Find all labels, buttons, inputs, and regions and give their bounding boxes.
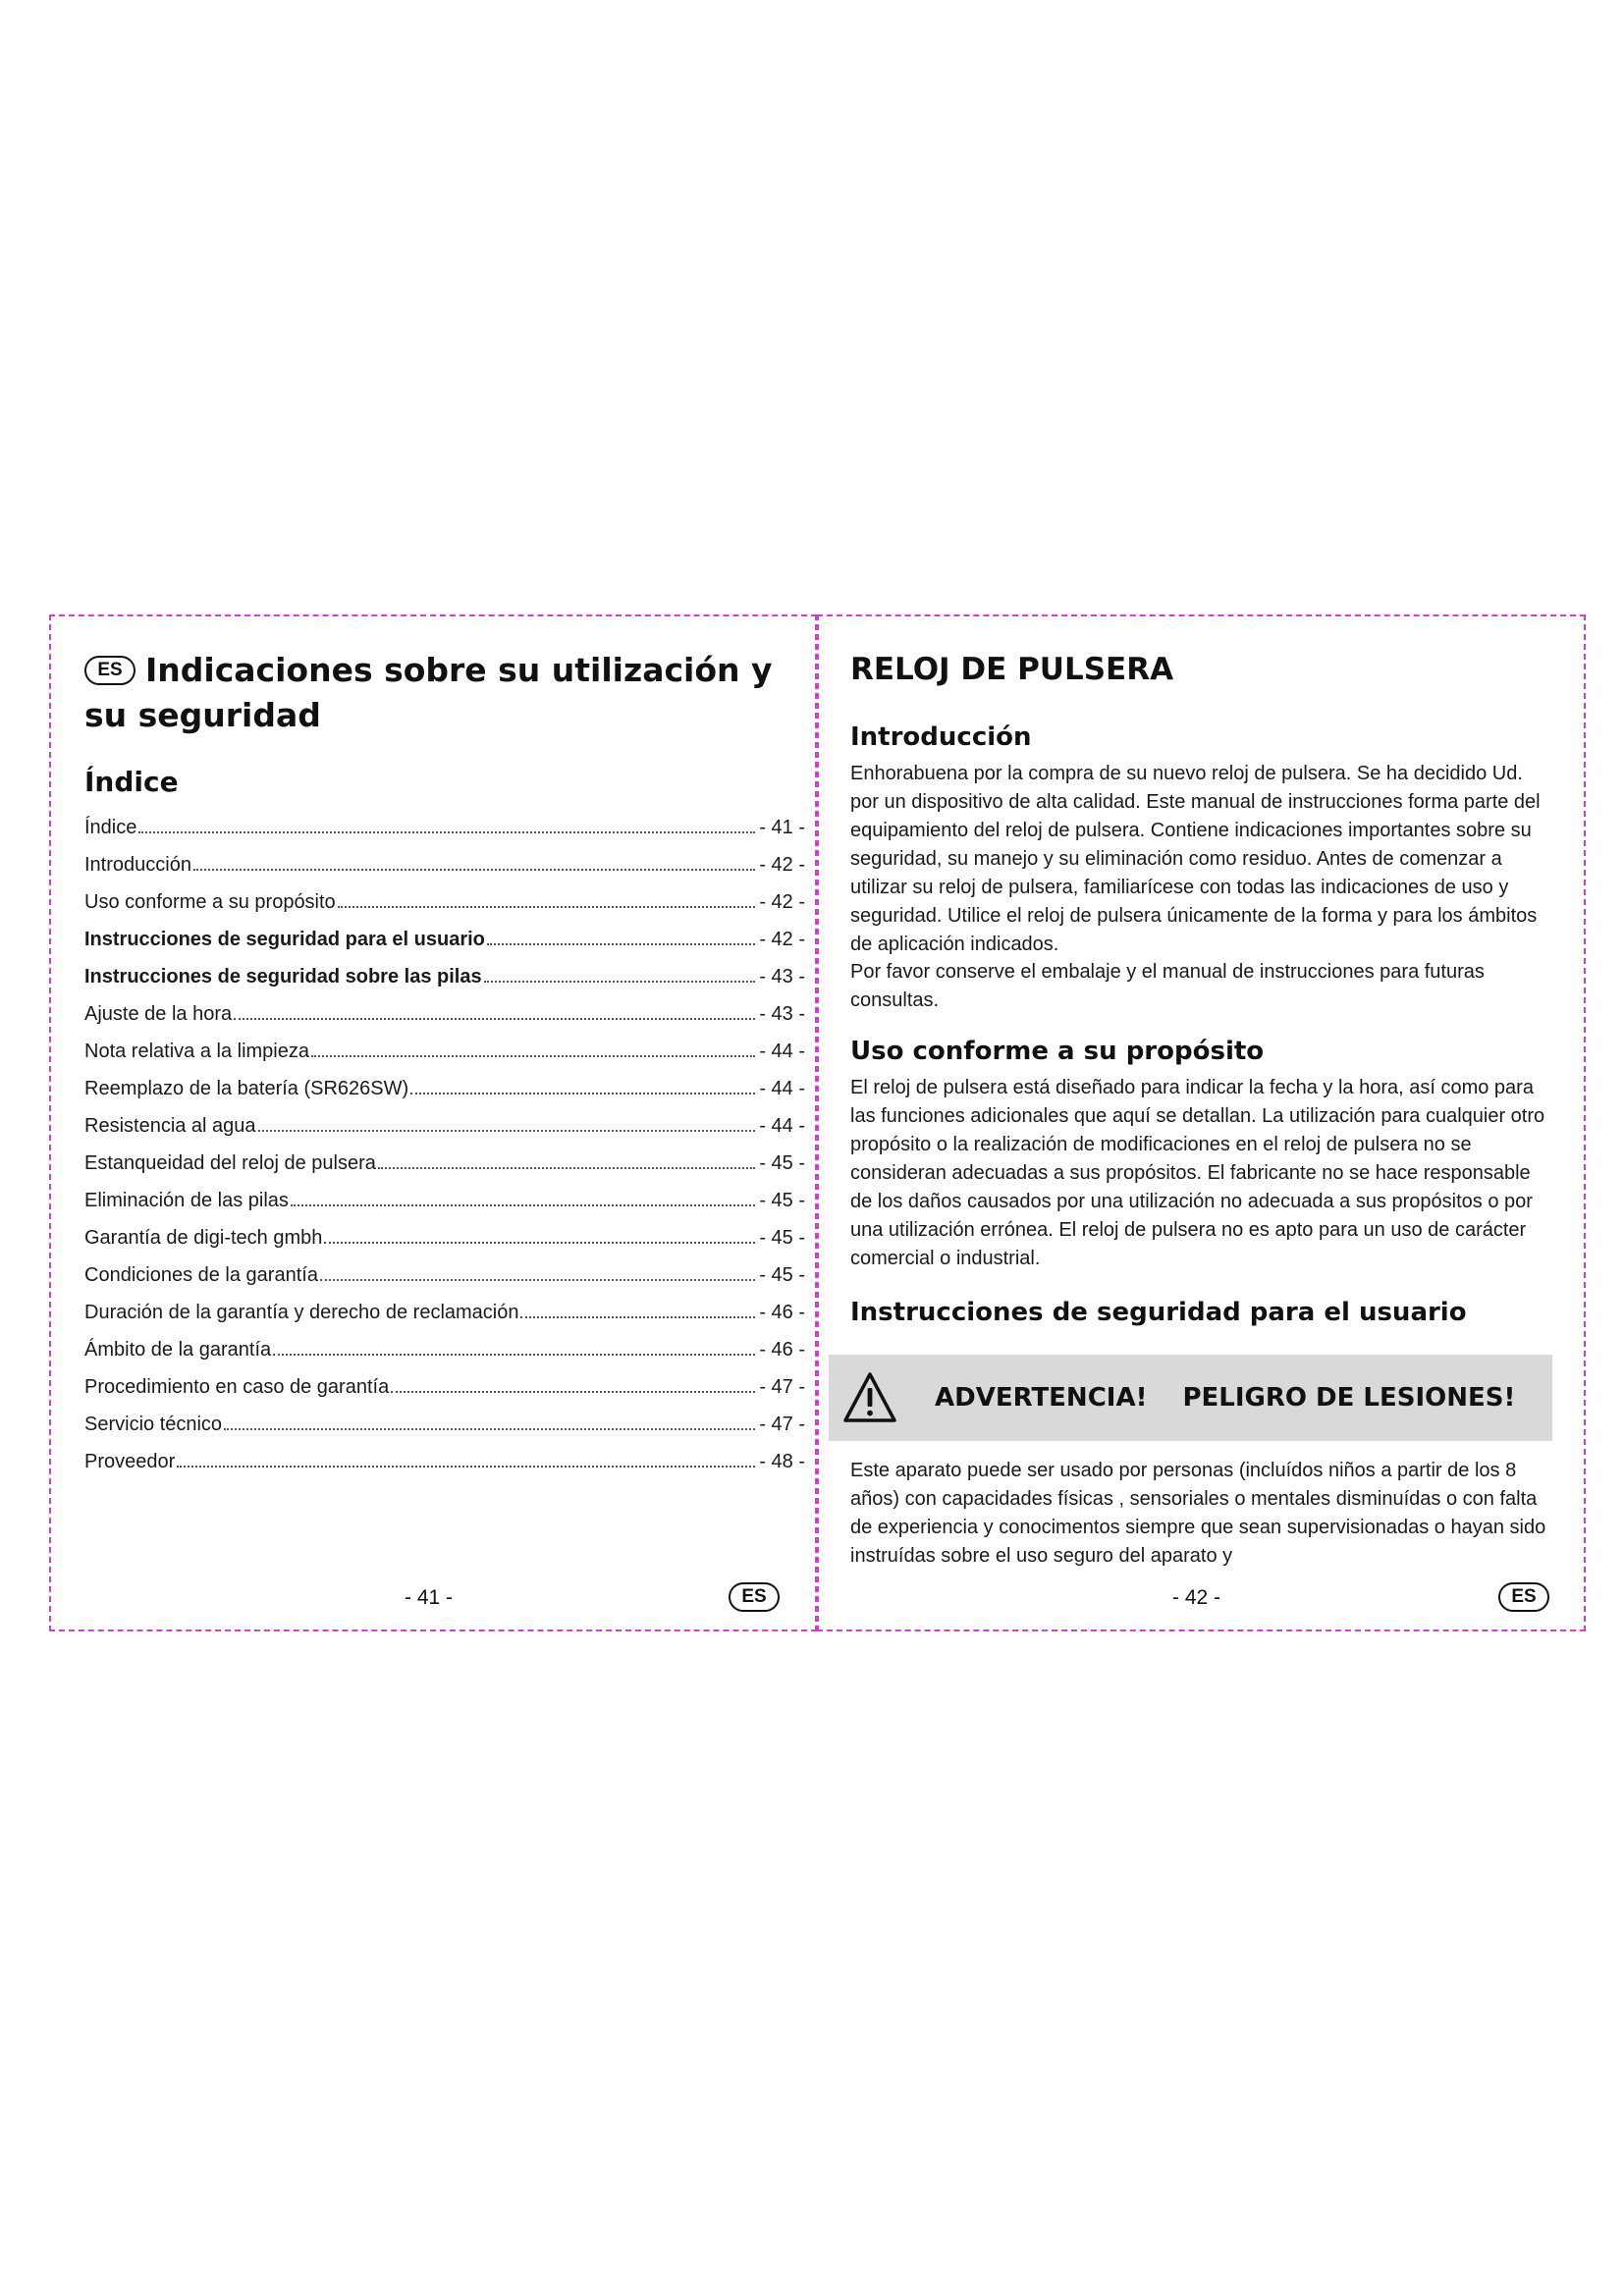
toc-leader — [291, 1204, 755, 1206]
warning-banner — [829, 1355, 1552, 1441]
toc-entry-page: - 46 - — [759, 1302, 805, 1323]
toc-entry[interactable] — [84, 1368, 805, 1406]
toc-leader — [273, 1354, 755, 1356]
toc-entry-label: Estanqueidad del reloj de pulsera — [84, 1152, 376, 1174]
toc-entry-label: Resistencia al agua — [84, 1115, 256, 1137]
product-title: RELOJ DE PULSERA — [850, 652, 1174, 687]
warning-label-2: PELIGRO DE LESIONES! — [1182, 1383, 1516, 1413]
toc-entry-label: Garantía de digi-tech gmbh — [84, 1227, 323, 1249]
toc-entry-label: Ámbito de la garantía — [84, 1339, 272, 1361]
toc-entry-label: Reemplazo de la batería (SR626SW) — [84, 1078, 409, 1099]
page-number: - 42 - — [1172, 1586, 1221, 1609]
toc-leader — [193, 869, 755, 871]
intended-use-text: El reloj de pulsera está diseñado para indicar la fecha y la hora, así como para las funciones adicionales que aquí se detallan. La utilización para cualquier otro propósito o la realización de modificaciones en el reloj de pulsera no se consideran adecuadas a sus propósitos. El fabricante no se hace responsable de los daños causados por una utilización no adecuada a sus propósitos o por una utilización errónea. El reloj de pulsera no es apto para un uso de carácter comercial o industrial. — [850, 1077, 1545, 1269]
toc-entry[interactable] — [84, 883, 805, 921]
language-badge: ES — [84, 656, 135, 685]
toc-entry-page: - 45 - — [759, 1227, 805, 1249]
toc-leader — [391, 1391, 755, 1393]
toc-entry-label: Condiciones de la garantía — [84, 1264, 318, 1286]
toc-leader — [487, 943, 755, 945]
toc-entry-page: - 44 - — [759, 1078, 805, 1099]
document-title — [84, 648, 791, 738]
toc-leader — [138, 831, 755, 833]
toc-entry-label: Servicio técnico — [84, 1414, 223, 1435]
toc-entry-page: - 46 - — [759, 1339, 805, 1361]
toc-leader — [484, 981, 756, 983]
toc-entry-page: - 45 - — [759, 1264, 805, 1286]
toc-entry[interactable] — [84, 921, 805, 958]
page-number: - 41 - — [405, 1586, 454, 1609]
toc-entry-page: - 44 - — [759, 1115, 805, 1137]
toc-leader — [177, 1466, 755, 1468]
warning-triangle-icon — [842, 1370, 897, 1425]
toc-entry-page: - 42 - — [759, 929, 805, 950]
warning-label — [935, 1383, 1515, 1413]
toc-entry-page: - 47 - — [759, 1414, 805, 1435]
introduction-text: Enhorabuena por la compra de su nuevo reloj de pulsera. Se ha decidido Ud. por un dispositivo de alta calidad. Este manual de instrucciones forma parte del equipamiento del reloj de pulsera. Contiene indicaciones importantes sobre su seguridad, su manejo y su eliminación como residuo. Antes de comenzar a utilizar su reloj de pulsera, familiarícese con todas las indicaciones de uso y seguridad. Utilice el reloj de pulsera únicamente de la forma y para los ámbitos de aplicación indicados. — [850, 763, 1541, 955]
index-heading: Índice — [84, 766, 179, 798]
toc-entry-label: Procedimiento en caso de garantía — [84, 1376, 390, 1398]
introduction-text-2: Por favor conserve el embalaje y el manual de instrucciones para futuras consultas. — [850, 961, 1485, 1011]
toc-entry[interactable] — [84, 1219, 805, 1256]
right-page — [817, 614, 1586, 1631]
safety-heading: Instrucciones de seguridad para el usuario — [850, 1298, 1467, 1327]
toc-leader — [520, 1316, 755, 1318]
toc-leader — [338, 906, 756, 908]
warning-label-1: ADVERTENCIA! — [935, 1383, 1148, 1413]
toc-entry-label: Duración de la garantía y derecho de reclamación — [84, 1302, 519, 1323]
toc-entry[interactable] — [84, 1443, 805, 1480]
toc-entry[interactable] — [84, 1070, 805, 1107]
toc-leader — [234, 1018, 755, 1020]
toc-entry-label: Índice — [84, 817, 137, 838]
toc-entry-label: Instrucciones de seguridad para el usuario — [84, 929, 485, 950]
toc-entry-page: - 41 - — [759, 817, 805, 838]
footer-language-badge: ES — [729, 1582, 780, 1612]
toc-entry-label: Eliminación de las pilas — [84, 1190, 289, 1211]
toc-leader — [410, 1093, 755, 1095]
toc-entry[interactable] — [84, 1406, 805, 1443]
toc-entry[interactable] — [84, 1107, 805, 1145]
toc-entry-page: - 43 - — [759, 966, 805, 988]
toc-leader — [320, 1279, 755, 1281]
toc-entry-page: - 43 - — [759, 1003, 805, 1025]
intended-use-heading: Uso conforme a su propósito — [850, 1037, 1265, 1066]
toc-leader — [258, 1130, 756, 1132]
toc-entry[interactable] — [84, 1033, 805, 1070]
toc-entry-label: Nota relativa a la limpieza — [84, 1041, 309, 1062]
toc-entry[interactable] — [84, 1331, 805, 1368]
toc-entry[interactable] — [84, 958, 805, 995]
toc-entry[interactable] — [84, 1256, 805, 1294]
toc-entry-page: - 45 - — [759, 1190, 805, 1211]
toc-leader — [324, 1242, 755, 1244]
toc-entry-label: Instrucciones de seguridad sobre las pilas — [84, 966, 482, 988]
toc-entry[interactable] — [84, 1182, 805, 1219]
left-page — [49, 614, 817, 1631]
toc-entry[interactable] — [84, 846, 805, 883]
toc-entry-label: Proveedor — [84, 1451, 176, 1472]
toc-entry[interactable] — [84, 809, 805, 846]
introduction-heading: Introducción — [850, 722, 1032, 752]
toc-entry-page: - 47 - — [759, 1376, 805, 1398]
table-of-contents — [84, 809, 805, 1480]
toc-leader — [378, 1167, 755, 1169]
toc-entry-page: - 45 - — [759, 1152, 805, 1174]
toc-entry-page: - 44 - — [759, 1041, 805, 1062]
toc-entry-label: Introducción — [84, 854, 191, 876]
toc-entry[interactable] — [84, 1294, 805, 1331]
toc-entry[interactable] — [84, 1145, 805, 1182]
document-title-text: Indicaciones sobre su utilización y su seguridad — [84, 651, 773, 734]
toc-entry-page: - 42 - — [759, 854, 805, 876]
toc-entry-page: - 48 - — [759, 1451, 805, 1472]
toc-entry[interactable] — [84, 995, 805, 1033]
toc-entry-page: - 42 - — [759, 891, 805, 913]
toc-leader — [224, 1428, 755, 1430]
warning-text: Este aparato puede ser usado por personas (incluídos niños a partir de los 8 años) con capacidades físicas , sensoriales o mentales disminuídas o con falta de experiencia y conocimentos siempre que sean supervisionadas o hayan sido instruídas sobre el uso seguro del aparato y — [850, 1460, 1546, 1567]
toc-entry-label: Ajuste de la hora — [84, 1003, 233, 1025]
footer-language-badge: ES — [1498, 1582, 1549, 1612]
toc-leader — [311, 1055, 755, 1057]
toc-entry-label: Uso conforme a su propósito — [84, 891, 336, 913]
